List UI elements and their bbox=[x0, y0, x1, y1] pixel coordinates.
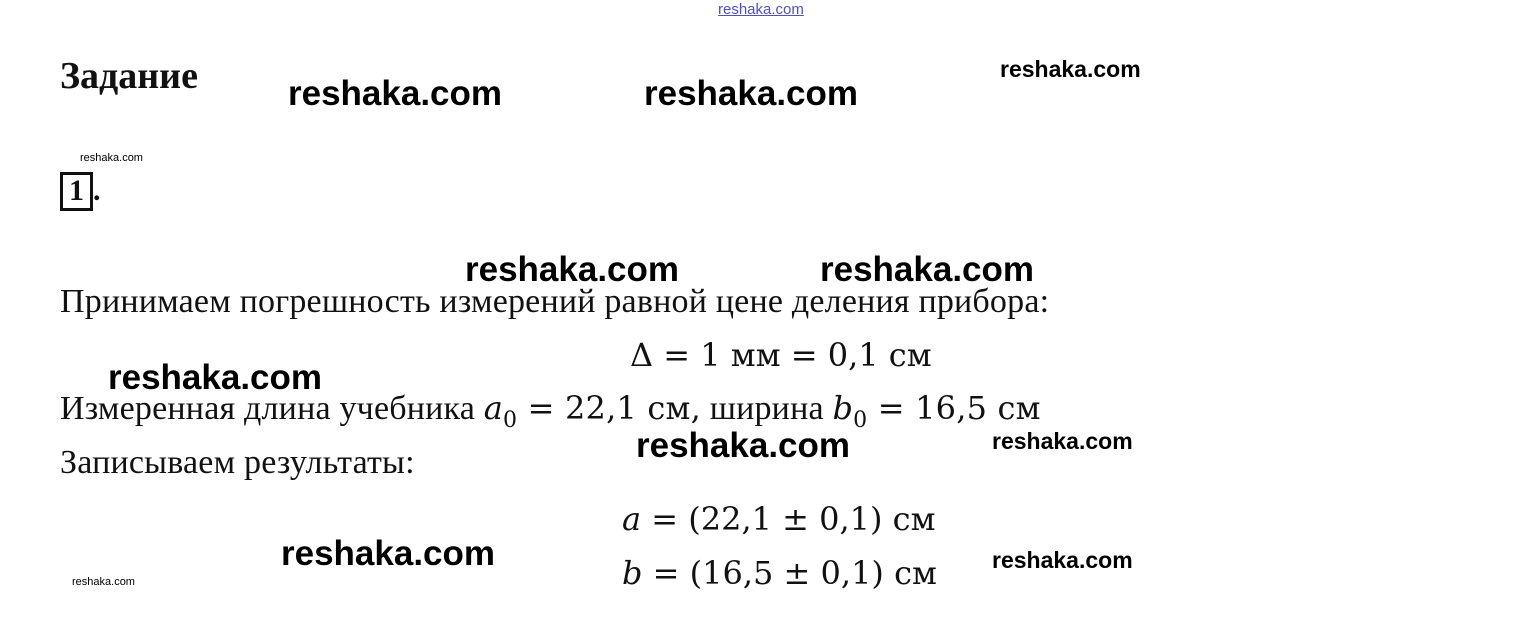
line2-middle: ширина bbox=[701, 390, 833, 427]
watermark: reshaka.com bbox=[465, 250, 680, 289]
b-symbol: b bbox=[832, 389, 854, 427]
watermark: reshaka.com bbox=[992, 547, 1133, 573]
task-number: 1 bbox=[60, 172, 93, 211]
watermark: reshaka.com bbox=[1000, 56, 1141, 82]
header-site-link[interactable]: reshaka.com bbox=[718, 1, 804, 18]
statement-line-1: Принимаем погрешность измерений равной цене деления прибора: bbox=[60, 283, 1050, 320]
watermark: reshaka.com bbox=[636, 426, 851, 465]
result-a-symbol: a bbox=[622, 500, 642, 538]
result-b-symbol: b bbox=[622, 554, 643, 592]
result-b-formula bbox=[622, 554, 937, 592]
a0-formula bbox=[483, 389, 701, 433]
result-a-formula bbox=[622, 500, 935, 538]
b0-formula bbox=[832, 389, 1041, 433]
result-b-value: = (16,5 ± 0,1) см bbox=[642, 554, 937, 592]
watermark: reshaka.com bbox=[992, 428, 1133, 454]
task-number-suffix: . bbox=[93, 174, 101, 207]
a-symbol: a bbox=[483, 389, 504, 427]
b0-value: = 16,5 см bbox=[867, 389, 1041, 427]
watermark: reshaka.com bbox=[80, 152, 143, 164]
result-a-value: = (22,1 ± 0,1) см bbox=[641, 500, 936, 538]
a-subscript: 0 bbox=[503, 408, 518, 433]
line2-prefix: Измеренная длина учебника bbox=[60, 390, 484, 427]
b-subscript: 0 bbox=[853, 408, 868, 433]
watermark: reshaka.com bbox=[288, 74, 503, 113]
watermark: reshaka.com bbox=[820, 250, 1035, 289]
watermark: reshaka.com bbox=[108, 358, 323, 397]
watermark: reshaka.com bbox=[644, 74, 859, 113]
task-number-badge bbox=[60, 172, 101, 211]
statement-line-3: Записываем результаты: bbox=[60, 444, 415, 481]
delta-formula: Δ = 1 мм = 0,1 см bbox=[630, 336, 932, 374]
watermark: reshaka.com bbox=[281, 534, 496, 573]
page-title: Задание bbox=[60, 55, 198, 97]
watermark: reshaka.com bbox=[72, 576, 135, 588]
a0-value: = 22,1 см, bbox=[517, 389, 701, 427]
